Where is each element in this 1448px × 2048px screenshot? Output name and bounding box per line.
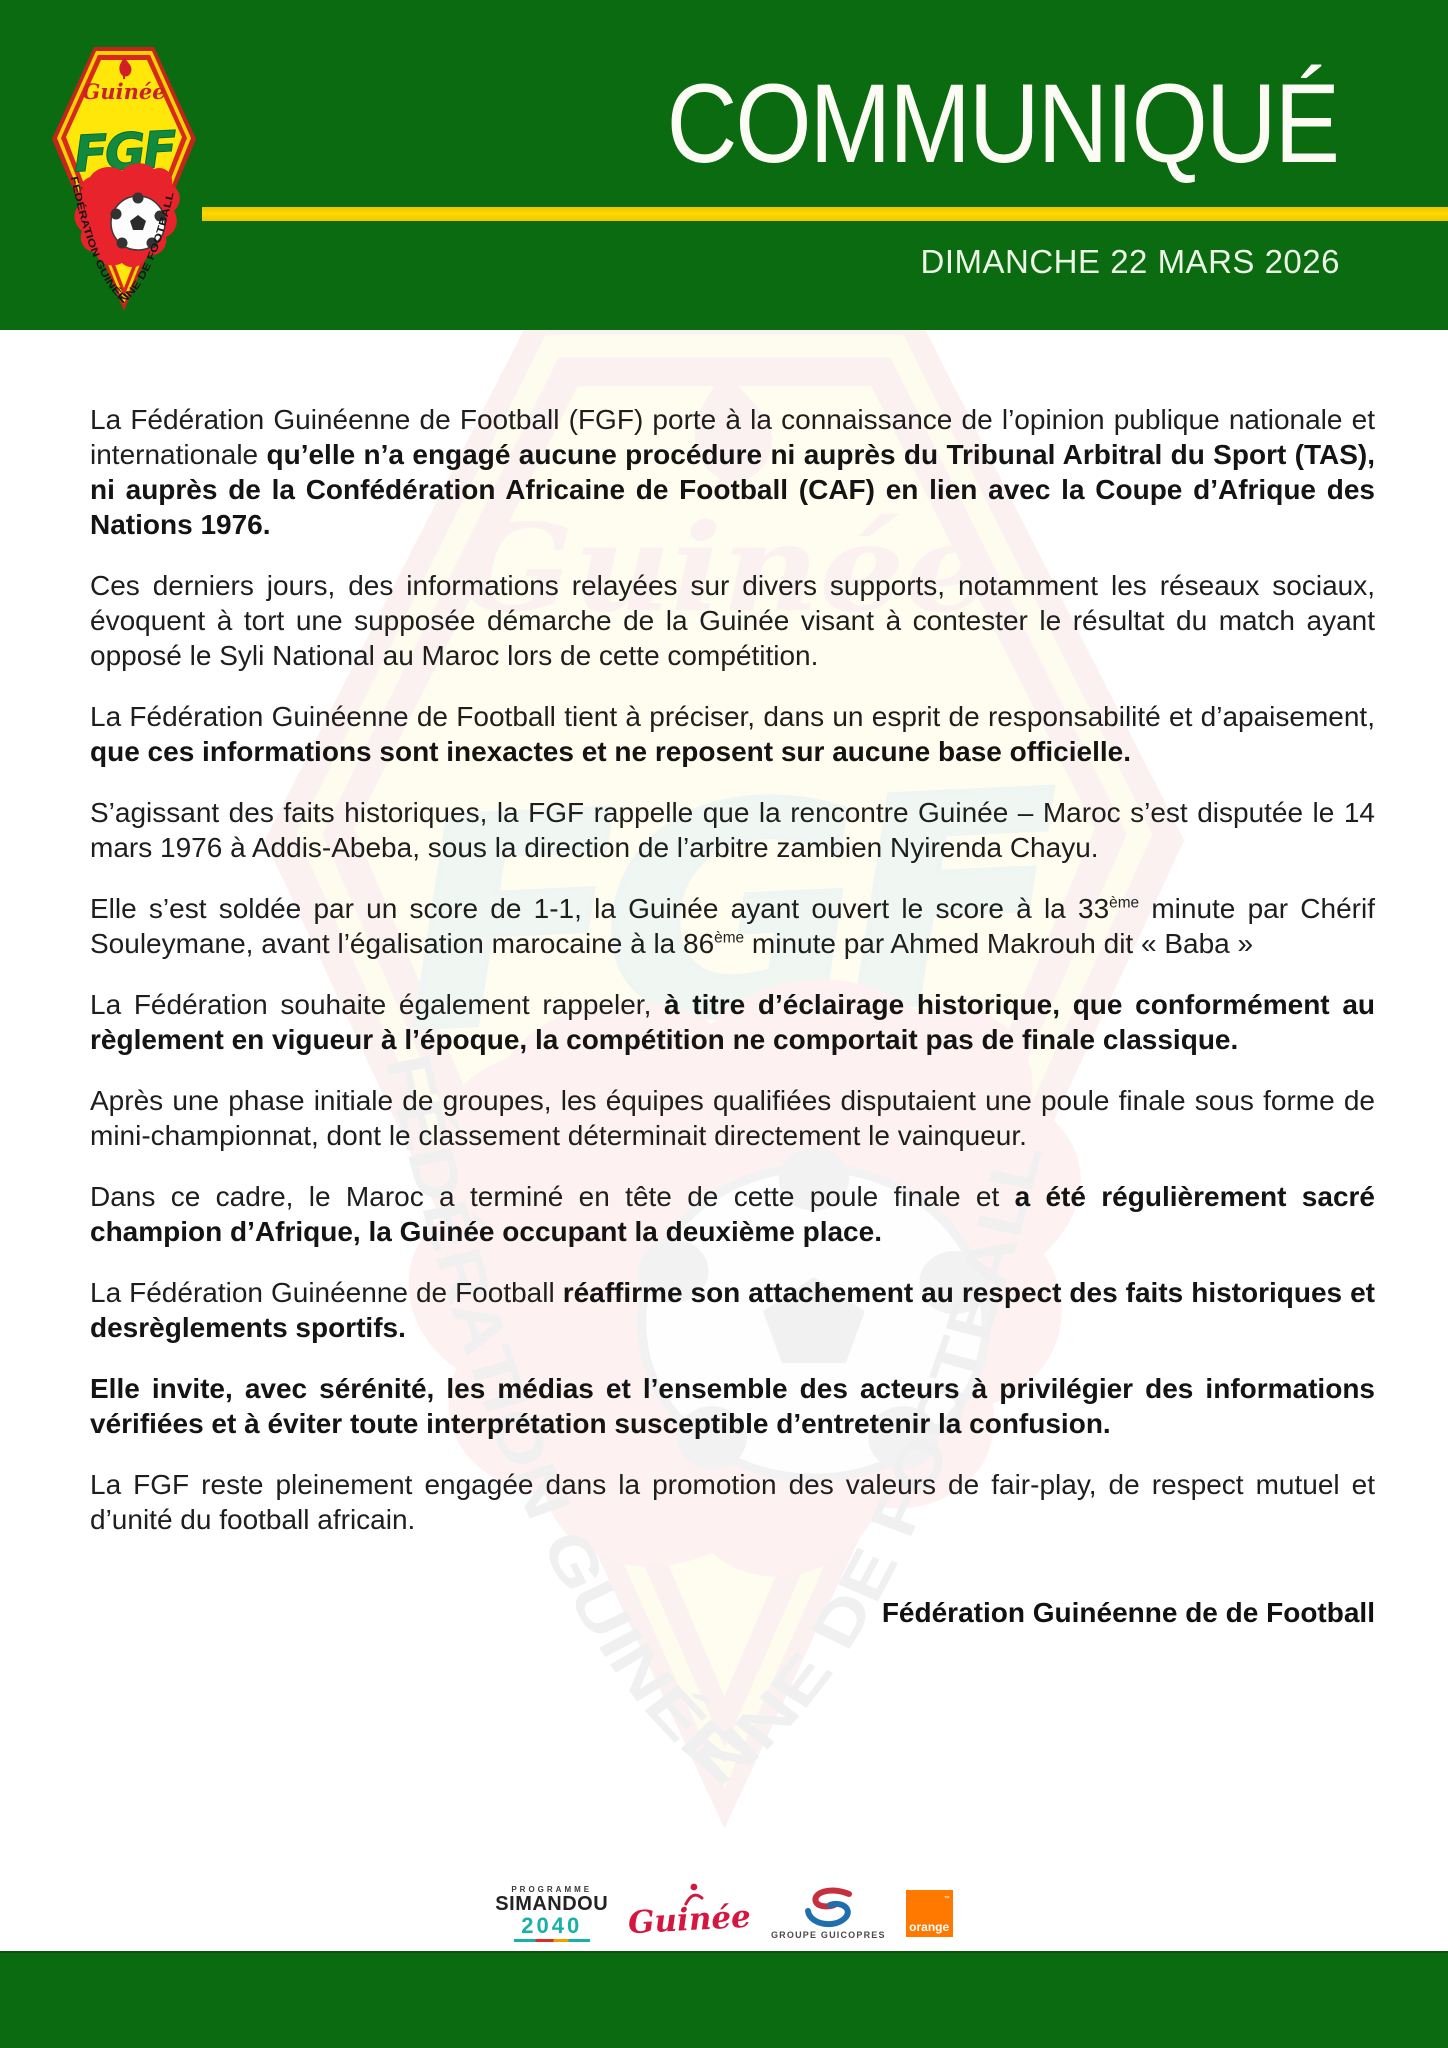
guicopres-logo	[771, 1887, 886, 1940]
orange-logo	[906, 1890, 953, 1937]
paragraph-segment: La Fédération souhaite également rappeler,	[90, 989, 665, 1020]
paragraph-segment: S’agissant des faits historiques, la FGF rappelle que la rencontre Guinée – Maroc s’est disputée le 14 mars 1976 à Addis-Abeba, sous la direction de l’arbitre zambien Nyirenda Chayu.	[90, 797, 1375, 863]
signature: Fédération Guinéenne de de Football	[881, 1597, 1375, 1628]
simandou-programme-label: PROGRAMME	[511, 1884, 593, 1894]
orange-wordmark: orange	[909, 1919, 950, 1934]
paragraph-segment: Dans ce cadre, le Maroc a terminé en tête de cette poule finale et	[90, 1181, 1015, 1212]
page-title: COMMUNIQUÉ	[666, 59, 1338, 187]
yellow-stripe	[202, 207, 1448, 221]
paragraph-segment: Ces derniers jours, des informations relayées sur divers supports, notamment les réseaux sociaux, évoquent à tort une supposée démarche de la Guinée visant à contester le résultat du match ayant opposé le Syli National au Maroc lors de cette compétition.	[90, 570, 1375, 671]
paragraph-segment: réaffirme son attachement au respect des faits historiques et desrèglements sportifs.	[90, 1277, 1376, 1343]
paragraph-segment: La Fédération Guinéenne de Football (FGF) porte à la connaissance de l’opinion publique nationale et internationale	[90, 404, 1375, 470]
paragraph-segment: qu’elle n’a engagé aucune procédure ni auprès du Tribunal Arbitral du Sport (TAS), ni auprès de la Confédération Africaine de Football (CAF) en lien avec la Coupe d’Afrique des Nations 1976.	[90, 439, 1375, 540]
paragraph	[90, 1467, 1375, 1537]
paragraph-segment: minute par Chérif Souleymane, avant l’égalisation marocaine à la 86	[90, 893, 1375, 959]
simandou-year-label: 2040	[521, 1912, 583, 1938]
paragraph	[90, 987, 1375, 1057]
paragraph	[90, 699, 1375, 769]
fgf-logo	[50, 44, 198, 314]
simandou-name-label: SIMANDOU	[495, 1892, 609, 1915]
guicopres-name-label: GROUPE GUICOPRES	[770, 1929, 886, 1940]
paragraph	[90, 891, 1375, 961]
paragraph-segment: à titre d’éclairage historique, que conformément au règlement en vigueur à l’époque, la compétition ne comportait pas de finale classique.	[90, 989, 1375, 1055]
paragraph-segment: La Fédération Guinéenne de Football	[90, 1277, 563, 1308]
bottom-band	[0, 1951, 1448, 2048]
header-band	[0, 0, 1448, 330]
header-date: DIMANCHE 22 MARS 2026	[920, 243, 1340, 280]
paragraph-segment: a été régulièrement sacré champion d’Afrique, la Guinée occupant la deuxième place.	[90, 1181, 1375, 1247]
simandou-logo	[495, 1885, 608, 1942]
simandou-tagline-bar	[514, 1939, 590, 1942]
paragraph-segment: ème	[714, 929, 745, 947]
paragraph-segment: Après une phase initiale de groupes, les équipes qualifiées disputaient une poule finale sous forme de mini-championnat, dont le classement déterminait directement le vainqueur.	[90, 1085, 1375, 1151]
paragraph-segment: La Fédération Guinéenne de Football tient à préciser, dans un esprit de responsabilité et d’apaisement,	[90, 701, 1375, 732]
paragraph	[90, 402, 1375, 542]
paragraph	[90, 795, 1375, 865]
guinee-logo	[627, 1888, 752, 1942]
sponsor-footer	[0, 1874, 1448, 1952]
paragraph-segment: Elle invite, avec sérénité, les médias et l’ensemble des acteurs à privilégier des informations vérifiées et à éviter toute interprétation susceptible d’entretenir la confusion.	[90, 1373, 1375, 1439]
paragraph	[90, 1179, 1375, 1249]
paragraph	[90, 568, 1375, 673]
paragraph	[90, 1371, 1375, 1441]
paragraph-segment: La FGF reste pleinement engagée dans la promotion des valeurs de fair-play, de respect mutuel et d’unité du football africain.	[90, 1469, 1375, 1535]
paragraph-segment: ème	[1109, 894, 1140, 912]
guicopres-s-icon	[802, 1887, 854, 1929]
body-text	[90, 402, 1375, 1630]
paragraph-segment: minute par Ahmed Makrouh dit « Baba »	[744, 928, 1254, 959]
paragraph	[90, 1275, 1375, 1345]
guinee-wordmark: Guinée	[627, 1898, 752, 1942]
paragraph-segment: Elle s’est soldée par un score de 1-1, la Guinée ayant ouvert le score à la 33	[90, 893, 1110, 924]
orange-tm-label: ™	[943, 1895, 950, 1902]
body-paragraphs	[90, 402, 1375, 1537]
paragraph	[90, 1083, 1375, 1153]
paragraph-segment: que ces informations sont inexactes et ne reposent sur aucune base officielle.	[90, 736, 1131, 767]
